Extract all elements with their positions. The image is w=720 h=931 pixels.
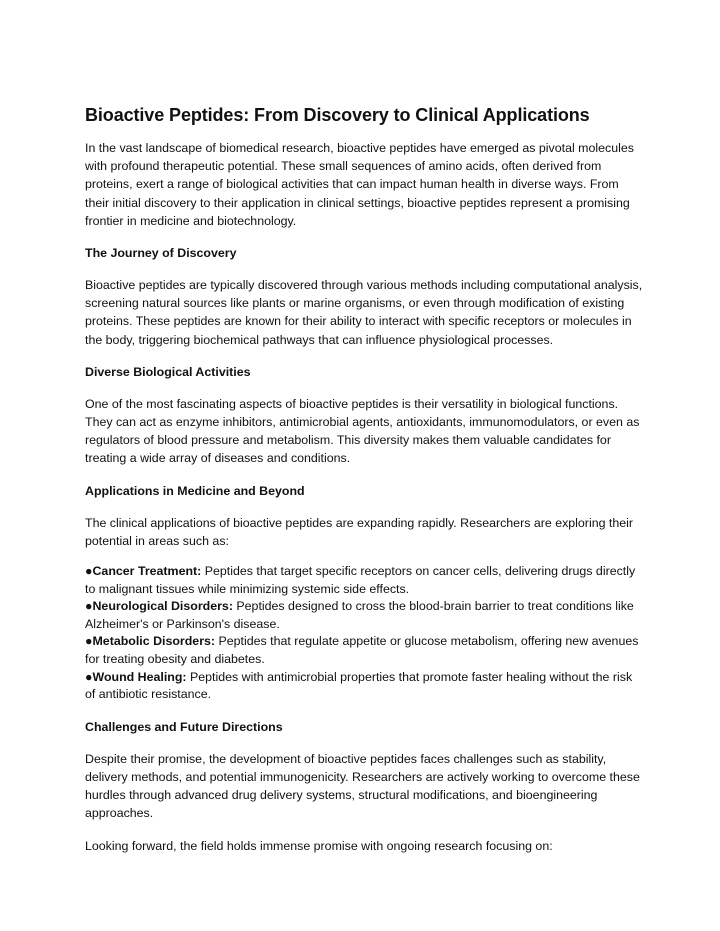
list-item: [85, 633, 645, 668]
section-body-discovery: Bioactive peptides are typically discovered through various methods including computational analysis, screening natural sources like plants or marine organisms, or even through modification of existing proteins. These peptides are known for their ability to interact with specific receptors or molecules in the body, triggering biochemical pathways that can influence physiological processes.: [85, 278, 643, 347]
document-title: Bioactive Peptides: From Discovery to Clinical Applications: [85, 105, 590, 125]
bullet-marker: ●: [85, 669, 93, 684]
bullet-marker: ●: [85, 564, 93, 579]
bullet-text: Peptides that target specific receptors on cancer cells, delivering drugs directly to malignant tissues while minimizing systemic side effects.: [85, 564, 636, 596]
bullet-label: Metabolic Disorders:: [92, 634, 216, 649]
section-body-challenges: Despite their promise, the development of bioactive peptides faces challenges such as stability, delivery methods, and potential immunogenicity. Researchers are actively working to overcome these hurdles through advanced drug delivery systems, structural modifications, and bioengineering approaches.: [85, 751, 640, 821]
section-body-applications: The clinical applications of bioactive peptides are expanding rapidly. Researchers are exploring their potential in areas such as:: [85, 515, 634, 548]
intro-paragraph: In the vast landscape of biomedical research, bioactive peptides have emerged as pivotal molecules with profound therapeutic potential. These small sequences of amino acids, often derived from proteins, exert a range of biological activities that can impact human health in diverse ways. From their initial discovery to their application in clinical settings, bioactive peptides represent a promising frontier in medicine and biotechnology.: [85, 141, 634, 228]
section-heading-activities: Diverse Biological Activities: [85, 364, 251, 379]
section-heading-applications: Applications in Medicine and Beyond: [85, 483, 305, 498]
bullet-text: Peptides that regulate appetite or glucose metabolism, offering new avenues for treating obesity and diabetes.: [85, 634, 639, 667]
bullet-label: Cancer Treatment:: [92, 564, 202, 579]
bullet-marker: ●: [85, 599, 93, 614]
bullet-text: Peptides with antimicrobial properties that promote faster healing without the risk of antibiotic resistance.: [85, 669, 633, 702]
section-body-activities: One of the most fascinating aspects of bioactive peptides is their versatility in biological functions. They can act as enzyme inhibitors, antimicrobial agents, antioxidants, immunomodulators, or even as regulators of blood pressure and metabolism. This diversity makes them valuable candidates for treating a wide array of diseases and conditions.: [85, 396, 640, 466]
list-item: [85, 563, 645, 598]
document-body: [85, 103, 645, 855]
bullet-label: Neurological Disorders:: [92, 599, 233, 614]
bullet-label: Wound Healing:: [92, 669, 187, 684]
list-item: [85, 598, 645, 633]
closing-paragraph: Looking forward, the field holds immense promise with ongoing research focusing on:: [85, 838, 553, 853]
section-heading-challenges: Challenges and Future Directions: [85, 719, 283, 734]
applications-list: [85, 563, 645, 704]
bullet-marker: ●: [85, 634, 93, 649]
section-heading-discovery: The Journey of Discovery: [85, 246, 237, 261]
bullet-text: Peptides designed to cross the blood-brain barrier to treat conditions like Alzheimer's or Parkinson's disease.: [85, 599, 634, 631]
list-item: [85, 669, 645, 704]
